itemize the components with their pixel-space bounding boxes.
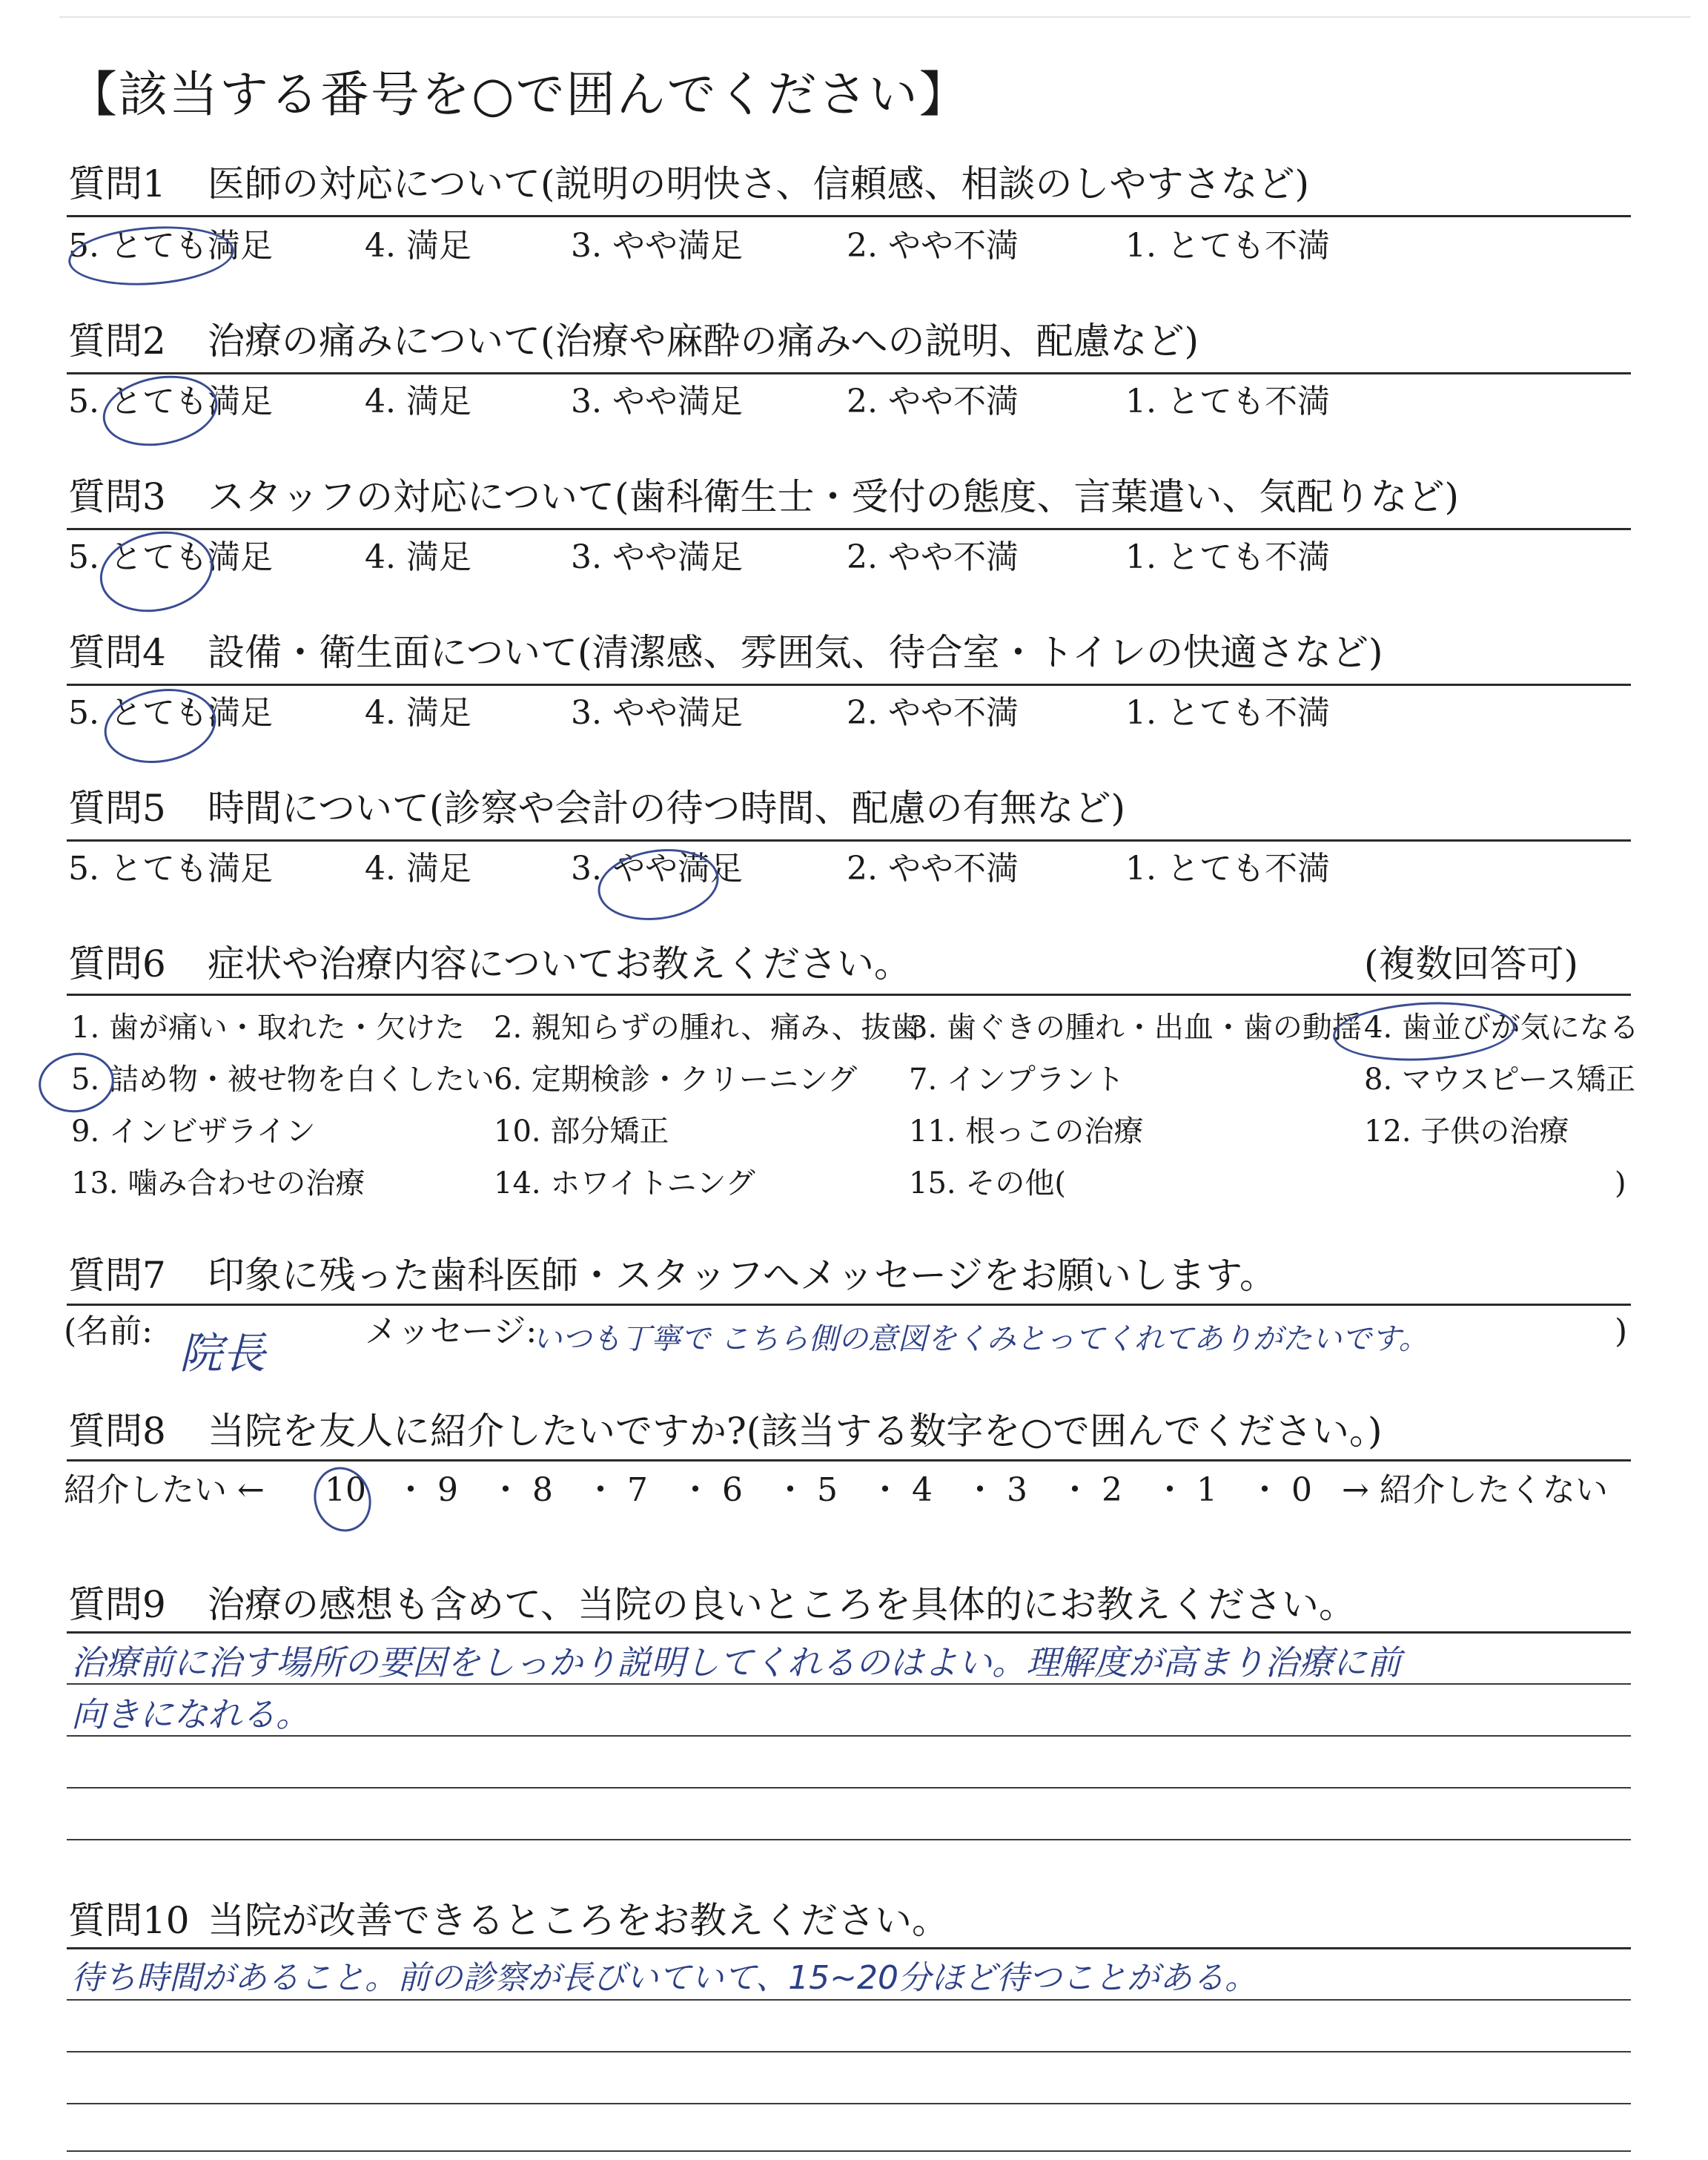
scale-1[interactable]: 1: [1196, 1471, 1217, 1509]
option-3[interactable]: 3. やや満足: [571, 694, 743, 732]
message-label: メッセージ:: [365, 1312, 537, 1350]
option-2[interactable]: 2. やや不満: [847, 383, 1019, 420]
rule: [67, 215, 1631, 217]
option-3[interactable]: 3. やや満足: [571, 538, 743, 576]
question-text: 当院が改善できるところをお教えください。: [208, 1899, 949, 1942]
scale-dot: ・: [394, 1471, 427, 1509]
option-2[interactable]: 2. やや不満: [847, 227, 1019, 265]
option-3[interactable]: 3. やや満足: [571, 227, 743, 265]
question-text: 症状や治療内容についてお教えください。: [208, 942, 911, 985]
page-top-edge: [59, 16, 1690, 18]
answer-line: [67, 1735, 1631, 1737]
question-text: 医師の対応について(説明の明快さ、信頼感、相談のしやすさなど): [208, 162, 1310, 205]
option-3[interactable]: 3. やや満足: [571, 383, 743, 420]
scale-5[interactable]: 5: [817, 1471, 838, 1509]
option-1[interactable]: 1. とても不満: [1125, 227, 1330, 265]
rule: [67, 839, 1631, 842]
scale-dot: ・: [774, 1471, 807, 1509]
question-number: 質問4: [68, 631, 166, 674]
option-2[interactable]: 2. やや不満: [847, 694, 1019, 732]
scale-10[interactable]: 10: [325, 1471, 366, 1509]
name-label: (名前:: [64, 1312, 153, 1350]
message-value[interactable]: いつも丁寧で こちら側の意図をくみとってくれてありがたいです。: [532, 1322, 1429, 1356]
option-5[interactable]: 5. とても満足: [68, 383, 273, 420]
question-text: 設備・衛生面について(清潔感、雰囲気、待合室・トイレの快適さなど): [208, 631, 1383, 674]
answer-line: [67, 2051, 1631, 2052]
scale-7[interactable]: 7: [627, 1471, 648, 1509]
question-number: 質問2: [68, 320, 166, 363]
question-6-heading: [68, 942, 911, 986]
symptom-option-11[interactable]: 11. 根っこの治療: [909, 1114, 1144, 1149]
symptom-option-8[interactable]: 8. マウスピース矯正: [1364, 1063, 1636, 1097]
improvement-answer-line[interactable]: 待ち時間があること。前の診察が長びいていて、15~20分ほど待つことがある。: [71, 1959, 1257, 1997]
option-4[interactable]: 4. 満足: [365, 850, 471, 888]
option-5[interactable]: 5. とても満足: [68, 850, 273, 888]
rule: [67, 1631, 1631, 1634]
recommend-right-label: → 紹介したくない: [1342, 1471, 1608, 1509]
question-number: 質問10: [68, 1899, 190, 1942]
message-close-paren: ): [1615, 1312, 1628, 1350]
scale-9[interactable]: 9: [437, 1471, 458, 1509]
recommend-left-label: 紹介したい ←: [64, 1471, 265, 1509]
question-text: 時間について(診察や会計の待つ時間、配慮の有無など): [208, 787, 1126, 830]
scale-dot: ・: [869, 1471, 901, 1509]
question-2-heading: [68, 319, 1199, 363]
question-text: 治療の痛みについて(治療や麻酔の痛みへの説明、配慮など): [208, 320, 1199, 363]
question-number: 質問6: [68, 942, 166, 985]
question-8-heading: [68, 1409, 1382, 1453]
option-4[interactable]: 4. 満足: [365, 383, 471, 420]
answer-line: [67, 1999, 1631, 2001]
question-7-heading: [68, 1253, 1277, 1298]
question-number: 質問9: [68, 1583, 166, 1626]
option-2[interactable]: 2. やや不満: [847, 538, 1019, 576]
symptom-option-3[interactable]: 3. 歯ぐきの腫れ・出血・歯の動揺: [909, 1011, 1362, 1045]
question-9-heading: [68, 1582, 1356, 1627]
question-4-heading: [68, 630, 1383, 675]
answer-line: [67, 1839, 1631, 1840]
symptom-option-2[interactable]: 2. 親知らずの腫れ、痛み、抜歯: [494, 1011, 921, 1045]
scale-2[interactable]: 2: [1102, 1471, 1122, 1509]
name-value[interactable]: 院長: [179, 1328, 266, 1378]
option-2[interactable]: 2. やや不満: [847, 850, 1019, 888]
scale-dot: ・: [489, 1471, 522, 1509]
answer-line: [67, 1787, 1631, 1789]
question-text: 治療の感想も含めて、当院の良いところを具体的にお教えください。: [208, 1583, 1356, 1626]
pen-circle-mark: [35, 1048, 118, 1117]
option-4[interactable]: 4. 満足: [365, 694, 471, 732]
multiple-answers-note: (複数回答可): [1364, 942, 1579, 985]
question-1-heading: [68, 162, 1309, 206]
symptom-option-12[interactable]: 12. 子供の治療: [1364, 1114, 1569, 1149]
rule: [67, 994, 1631, 996]
option-5[interactable]: 5. とても満足: [68, 694, 273, 732]
other-close-paren: ): [1615, 1166, 1626, 1200]
question-5-heading: [68, 786, 1125, 830]
question-text: 当院を友人に紹介したいですか?(該当する数字を○で囲んでください。): [208, 1410, 1383, 1453]
symptom-option-6[interactable]: 6. 定期検診・クリーニング: [494, 1063, 858, 1097]
scale-dot: ・: [584, 1471, 617, 1509]
rule: [67, 372, 1631, 374]
rule: [67, 684, 1631, 686]
option-4[interactable]: 4. 満足: [365, 227, 471, 265]
symptom-option-13[interactable]: 13. 噛み合わせの治療: [71, 1166, 365, 1200]
answer-line: [67, 2150, 1631, 2152]
option-5[interactable]: 5. とても満足: [68, 227, 273, 265]
symptom-option-5[interactable]: 5. 詰め物・被せ物を白くしたい: [71, 1063, 494, 1097]
option-4[interactable]: 4. 満足: [365, 538, 471, 576]
rule: [67, 1947, 1631, 1949]
question-10-heading: [68, 1898, 949, 1943]
scale-0[interactable]: 0: [1291, 1471, 1312, 1509]
symptom-option-15[interactable]: 15. その他(: [909, 1166, 1066, 1200]
question-3-heading: [68, 475, 1459, 519]
question-text: 印象に残った歯科医師・スタッフへメッセージをお願いします。: [208, 1254, 1277, 1297]
answer-line: [67, 1683, 1631, 1685]
rule: [67, 1459, 1631, 1462]
scale-8[interactable]: 8: [532, 1471, 553, 1509]
option-1[interactable]: 1. とても不満: [1125, 538, 1330, 576]
question-number: 質問3: [68, 475, 166, 518]
scale-dot: ・: [1248, 1471, 1281, 1509]
good-points-answer-line[interactable]: 治療前に治す場所の要因をしっかり説明してくれるのはよい。理解度が高まり治療に前: [71, 1642, 1401, 1682]
rule: [67, 1304, 1631, 1306]
scale-3[interactable]: 3: [1007, 1471, 1027, 1509]
option-3[interactable]: 3. やや満足: [571, 850, 743, 888]
scale-dot: ・: [679, 1471, 712, 1509]
scale-4[interactable]: 4: [912, 1471, 933, 1509]
question-number: 質問8: [68, 1410, 166, 1453]
symptom-option-9[interactable]: 9. インビザライン: [71, 1114, 316, 1149]
option-1[interactable]: 1. とても不満: [1125, 694, 1330, 732]
page-title: 【該当する番号を○で囲んでください】: [68, 66, 970, 123]
good-points-answer-line[interactable]: 向きになれる。: [71, 1694, 310, 1734]
question-number: 質問5: [68, 787, 166, 830]
option-1[interactable]: 1. とても不満: [1125, 850, 1330, 888]
scale-dot: ・: [1153, 1471, 1186, 1509]
scale-dot: ・: [964, 1471, 996, 1509]
question-number: 質問7: [68, 1254, 166, 1297]
pen-circle-mark: [305, 1459, 379, 1539]
question-number: 質問1: [68, 162, 166, 205]
symptom-option-10[interactable]: 10. 部分矯正: [494, 1114, 669, 1149]
symptom-option-7[interactable]: 7. インプラント: [909, 1063, 1125, 1097]
pen-circle-mark: [97, 367, 223, 455]
symptom-option-4[interactable]: 4. 歯並びが気になる: [1364, 1011, 1639, 1045]
answer-line: [67, 2103, 1631, 2104]
scale-6[interactable]: 6: [722, 1471, 743, 1509]
symptom-option-1[interactable]: 1. 歯が痛い・取れた・欠けた: [71, 1011, 465, 1045]
option-1[interactable]: 1. とても不満: [1125, 383, 1330, 420]
option-5[interactable]: 5. とても満足: [68, 538, 273, 576]
scale-dot: ・: [1059, 1471, 1091, 1509]
symptom-option-14[interactable]: 14. ホワイトニング: [494, 1166, 755, 1200]
rule: [67, 528, 1631, 530]
question-text: スタッフの対応について(歯科衛生士・受付の態度、言葉遣い、気配りなど): [208, 475, 1460, 518]
